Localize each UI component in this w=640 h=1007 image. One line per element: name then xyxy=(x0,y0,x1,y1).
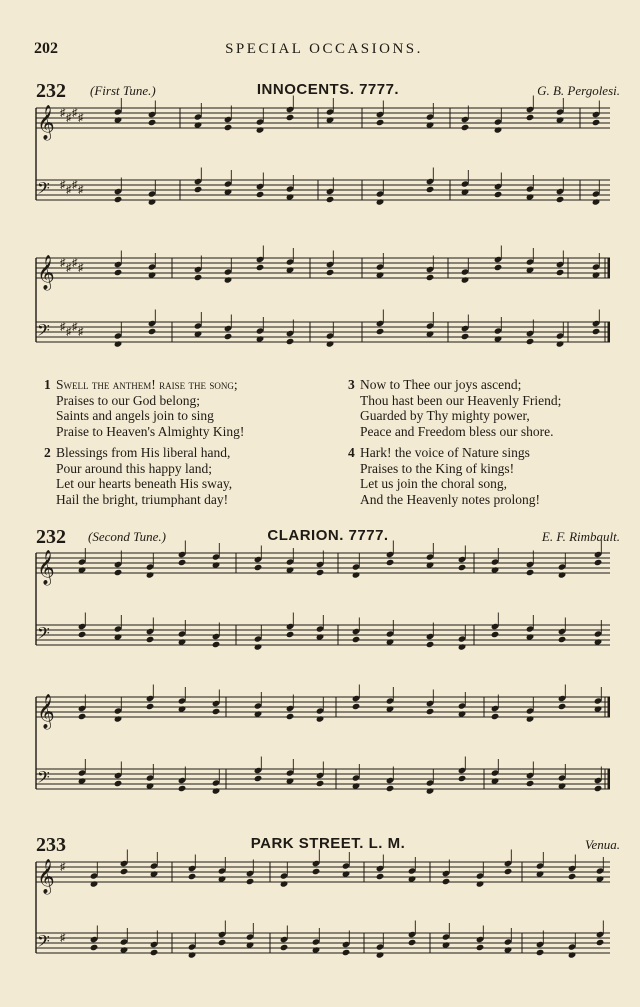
note-head xyxy=(194,274,203,281)
note-head xyxy=(491,631,500,638)
sharp-sign: ♯ xyxy=(66,112,72,124)
verse-line-text: Swell the anthem! raise the song; xyxy=(56,377,238,392)
treble-clef: 𝄞 xyxy=(37,105,55,140)
note-head xyxy=(526,569,535,576)
stanza-4 xyxy=(348,445,638,507)
note-head xyxy=(376,119,385,126)
note-head xyxy=(178,559,187,566)
verse-line xyxy=(348,377,638,393)
sharp-sign: ♯ xyxy=(66,326,72,338)
sharp-sign: ♯ xyxy=(60,932,66,944)
note-head xyxy=(536,949,545,956)
note-head xyxy=(458,564,467,571)
stanza-number: 2 xyxy=(44,445,51,460)
note-head xyxy=(426,708,435,715)
note-head xyxy=(114,715,123,722)
note-head xyxy=(376,951,385,958)
sharp-sign: ♯ xyxy=(66,262,72,274)
note-head xyxy=(442,878,451,885)
note-head xyxy=(494,126,503,133)
note-head xyxy=(316,715,325,722)
note-head xyxy=(120,868,129,875)
verse-line: Praises to the King of kings! xyxy=(360,460,515,476)
note-head xyxy=(326,196,335,203)
note-head xyxy=(78,631,87,638)
note-head xyxy=(256,191,265,198)
note-head xyxy=(148,119,157,126)
hymn-number: 233 xyxy=(36,834,66,856)
verse-line xyxy=(44,445,334,461)
verse-line: Peace and Freedom bless our shore. xyxy=(360,423,554,439)
note-head xyxy=(178,785,187,792)
sharp-sign: ♯ xyxy=(72,107,78,119)
note-head xyxy=(556,196,565,203)
stanza-2 xyxy=(44,445,334,507)
note-head xyxy=(556,269,565,276)
note-head xyxy=(376,873,385,880)
sharp-sign: ♯ xyxy=(60,107,66,119)
note-head xyxy=(408,939,417,946)
note-head xyxy=(596,939,605,946)
note-head xyxy=(280,944,289,951)
note-head xyxy=(114,569,123,576)
note-head xyxy=(194,186,203,193)
note-head xyxy=(491,713,500,720)
note-head xyxy=(558,636,567,643)
note-head xyxy=(352,571,361,578)
page-number: 202 xyxy=(34,40,58,57)
hymn-header-park-street xyxy=(36,834,620,858)
bass-clef: 𝄢 xyxy=(37,767,50,791)
hymn-title: INNOCENTS. 7777. xyxy=(256,81,400,98)
composer: G. B. Pergolesi. xyxy=(537,83,620,98)
note-head xyxy=(526,715,535,722)
note-head xyxy=(148,328,157,335)
note-head xyxy=(494,191,503,198)
hymn-title: CLARION. 7777. xyxy=(267,527,389,544)
bass-clef: 𝄢 xyxy=(37,623,50,647)
bass-clef: 𝄢 xyxy=(37,931,50,955)
treble-clef: 𝄞 xyxy=(37,255,55,290)
note-head xyxy=(342,949,351,956)
note-head xyxy=(114,340,123,347)
note-head xyxy=(224,124,233,131)
note-head xyxy=(114,196,123,203)
hymn-number: 232 xyxy=(36,80,66,102)
note-head xyxy=(256,264,265,271)
verse-column-right xyxy=(348,377,638,513)
note-head xyxy=(592,198,601,205)
note-head xyxy=(286,631,295,638)
sharp-sign: ♯ xyxy=(78,112,84,124)
verse-line xyxy=(44,377,334,393)
verse-line-text: Blessings from His liberal hand, xyxy=(56,445,231,460)
stanza-1 xyxy=(44,377,334,439)
note-head xyxy=(146,703,155,710)
note-head xyxy=(254,775,263,782)
verse-line: And the Heavenly notes prolong! xyxy=(360,491,540,507)
note-head xyxy=(426,274,435,281)
note-head xyxy=(558,571,567,578)
note-head xyxy=(352,703,361,710)
note-head xyxy=(188,951,197,958)
verse-line: Praise to Heaven's Almighty King! xyxy=(56,423,245,439)
note-head xyxy=(212,708,221,715)
verse-column-left xyxy=(44,377,334,513)
note-head xyxy=(386,559,395,566)
note-head xyxy=(286,713,295,720)
hymn-header-clarion xyxy=(36,526,620,550)
sharp-sign: ♯ xyxy=(72,179,78,191)
sharp-sign: ♯ xyxy=(66,184,72,196)
treble-clef: 𝄞 xyxy=(37,694,55,729)
note-head xyxy=(558,703,567,710)
note-head xyxy=(146,636,155,643)
hymn-verses xyxy=(44,377,620,507)
note-head xyxy=(218,939,227,946)
hymn-title: PARK STREET. L. M. xyxy=(250,835,406,852)
note-head xyxy=(504,868,513,875)
note-head xyxy=(286,338,295,345)
sharp-sign: ♯ xyxy=(72,257,78,269)
note-head xyxy=(90,880,99,887)
note-head xyxy=(326,269,335,276)
note-head xyxy=(280,880,289,887)
sharp-sign: ♯ xyxy=(60,257,66,269)
note-head xyxy=(426,641,435,648)
note-head xyxy=(594,559,603,566)
note-head xyxy=(458,775,467,782)
verse-line-text: Hark! the voice of Nature sings xyxy=(360,445,530,460)
verse-line: Praises to our God belong; xyxy=(56,392,200,408)
final-bar-line xyxy=(608,258,611,278)
stanza-3 xyxy=(348,377,638,439)
note-head xyxy=(224,276,233,283)
note-head xyxy=(188,873,197,880)
note-head xyxy=(461,333,470,340)
note-head xyxy=(458,643,467,650)
verse-line: Hail the bright, triumphant day! xyxy=(56,491,229,507)
note-head xyxy=(476,944,485,951)
note-head xyxy=(78,713,87,720)
note-head xyxy=(316,780,325,787)
note-head xyxy=(594,785,603,792)
composer: Venua. xyxy=(584,837,620,852)
note-head xyxy=(114,780,123,787)
note-head xyxy=(376,198,385,205)
tune-note: (First Tune.) xyxy=(90,83,156,98)
note-head xyxy=(254,564,263,571)
page-title: SPECIAL OCCASIONS. xyxy=(225,41,423,57)
verse-line: Let us join the choral song, xyxy=(360,476,507,491)
note-head xyxy=(568,951,577,958)
note-head xyxy=(526,114,535,121)
note-head xyxy=(526,780,535,787)
sharp-sign: ♯ xyxy=(60,861,66,873)
composer: E. F. Rimbault. xyxy=(541,529,620,544)
note-head xyxy=(246,878,255,885)
note-head xyxy=(476,880,485,887)
verse-line: Thou hast been our Heavenly Friend; xyxy=(360,392,562,408)
note-head xyxy=(254,643,263,650)
note-head xyxy=(526,338,535,345)
verse-line: Pour around this happy land; xyxy=(56,460,212,476)
note-head xyxy=(426,787,435,794)
stanza-number: 1 xyxy=(44,377,51,392)
note-head xyxy=(286,114,295,121)
note-head xyxy=(592,328,601,335)
final-bar-line xyxy=(608,769,611,789)
treble-clef: 𝄞 xyxy=(37,550,55,585)
sharp-sign: ♯ xyxy=(78,184,84,196)
note-head xyxy=(114,269,123,276)
sharp-sign: ♯ xyxy=(78,262,84,274)
tune-note: (Second Tune.) xyxy=(88,529,166,544)
verse-line xyxy=(348,445,638,461)
verse-line-text: Now to Thee our joys ascend; xyxy=(360,377,522,392)
verse-line: Let our hearts beneath His sway, xyxy=(56,476,233,491)
note-head xyxy=(150,949,159,956)
note-head xyxy=(376,328,385,335)
verse-line: Guarded by Thy mighty power, xyxy=(360,408,530,423)
note-head xyxy=(212,787,221,794)
note-head xyxy=(90,944,99,951)
note-head xyxy=(352,636,361,643)
stanza-number: 4 xyxy=(348,445,355,460)
note-head xyxy=(316,569,325,576)
note-head xyxy=(568,873,577,880)
sharp-sign: ♯ xyxy=(78,326,84,338)
verse-line: Saints and angels join to sing xyxy=(56,408,214,423)
note-head xyxy=(224,333,233,340)
final-bar-line xyxy=(608,697,611,717)
sharp-sign: ♯ xyxy=(60,321,66,333)
bass-clef: 𝄢 xyxy=(37,178,50,202)
note-head xyxy=(592,119,601,126)
hymn-header-innocents xyxy=(36,80,620,104)
note-head xyxy=(148,198,157,205)
note-head xyxy=(461,124,470,131)
note-head xyxy=(386,785,395,792)
bass-clef: 𝄢 xyxy=(37,320,50,344)
sharp-sign: ♯ xyxy=(72,321,78,333)
final-bar-line xyxy=(608,322,611,342)
stanza-number: 3 xyxy=(348,377,355,392)
note-head xyxy=(256,126,265,133)
treble-clef: 𝄞 xyxy=(37,859,55,894)
note-head xyxy=(461,276,470,283)
sharp-sign: ♯ xyxy=(60,179,66,191)
note-head xyxy=(426,186,435,193)
note-head xyxy=(556,340,565,347)
note-head xyxy=(312,868,321,875)
note-head xyxy=(494,264,503,271)
hymn-number: 232 xyxy=(36,526,66,548)
note-head xyxy=(212,641,221,648)
note-head xyxy=(326,340,335,347)
note-head xyxy=(146,571,155,578)
